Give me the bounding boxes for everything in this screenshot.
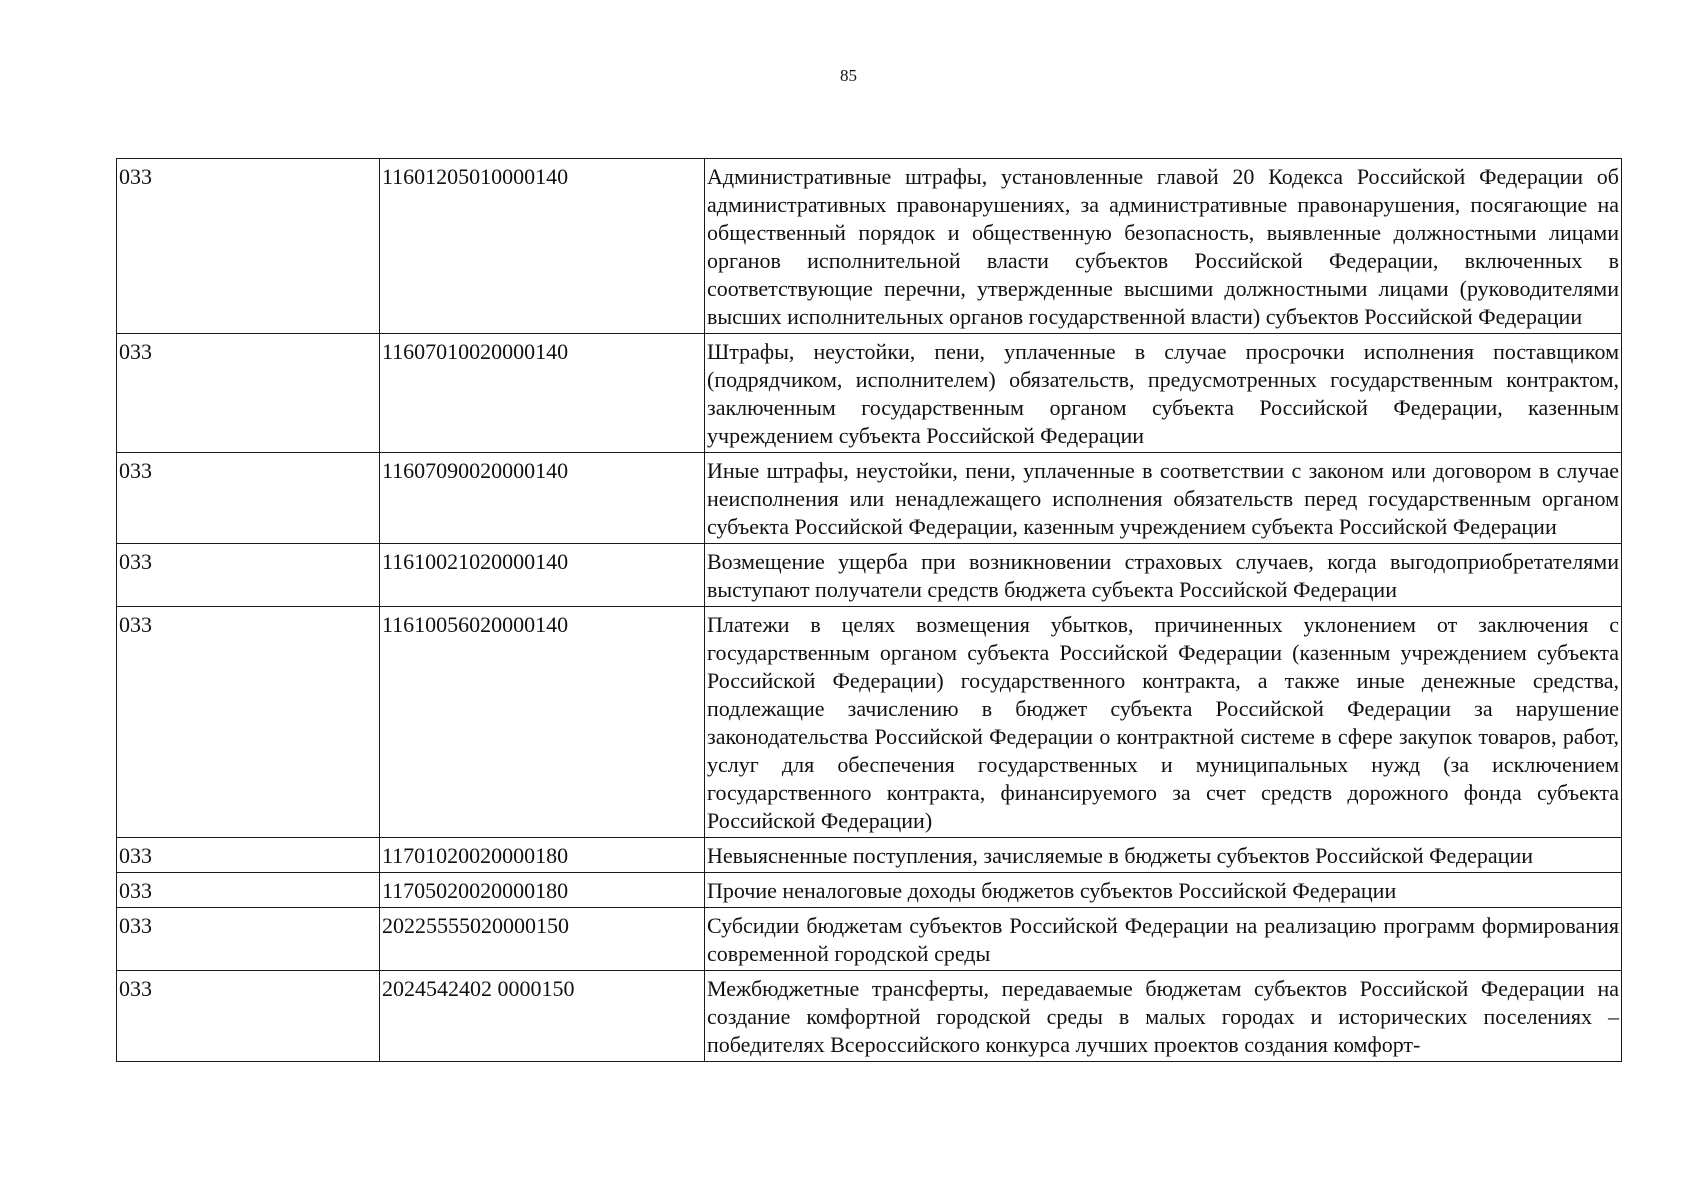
description-cell: Иные штрафы, неустойки, пени, уплаченные в соответствии с законом или договором в случае неисполнения или ненадлежащего исполнения обязательств перед государственным органом субъекта Российской Федерации, казенным учреждением субъекта Российской Федерации <box>705 453 1622 544</box>
table-row <box>117 544 1622 607</box>
admin-code-cell: 033 <box>117 607 380 838</box>
description-cell: Платежи в целях возмещения убытков, причиненных уклонением от заключения с государственным органом субъекта Российской Федерации (казенным учреждением субъекта Российской Федерации) государственного контракта, а также иные денежные средства, подлежащие зачислению в бюджет субъекта Российской Федерации за нарушение законодательства Российской Федерации о контрактной системе в сфере закупок товаров, работ, услуг для обеспечения государственных и муниципальных нужд (за исключением государственного контракта, финансируемого за счет средств дорожного фонда субъекта Российской Федерации) <box>705 607 1622 838</box>
table-row <box>117 607 1622 838</box>
budget-code-cell: 20225555020000150 <box>380 908 705 971</box>
admin-code-cell: 033 <box>117 159 380 334</box>
description-cell: Межбюджетные трансферты, передаваемые бюджетам субъектов Российской Федерации на создание комфортной городской среды в малых городах и исторических поселениях – победителях Всероссийского конкурса лучших проектов создания комфорт- <box>705 971 1622 1062</box>
budget-code-cell: 11610021020000140 <box>380 544 705 607</box>
table-row <box>117 873 1622 908</box>
admin-code-cell: 033 <box>117 873 380 908</box>
admin-code-cell: 033 <box>117 544 380 607</box>
table-row <box>117 908 1622 971</box>
table-row <box>117 971 1622 1062</box>
table-row <box>117 159 1622 334</box>
budget-code-cell: 11607090020000140 <box>380 453 705 544</box>
description-cell: Невыясненные поступления, зачисляемые в бюджеты субъектов Российской Федерации <box>705 838 1622 873</box>
budget-code-cell: 2024542402 0000150 <box>380 971 705 1062</box>
description-cell: Прочие неналоговые доходы бюджетов субъектов Российской Федерации <box>705 873 1622 908</box>
description-cell: Административные штрафы, установленные главой 20 Кодекса Российской Федерации об административных правонарушениях, за административные правонарушения, посягающие на общественный порядок и общественную безопасность, выявленные должностными лицами органов исполнительной власти субъектов Российской Федерации, включенных в соответствующие перечни, утвержденные высшими должностными лицами (руководителями высших исполнительных органов государственной власти) субъектов Российской Федерации <box>705 159 1622 334</box>
description-cell: Субсидии бюджетам субъектов Российской Федерации на реализацию программ формирования современной городской среды <box>705 908 1622 971</box>
description-cell: Возмещение ущерба при возникновении страховых случаев, когда выгодоприобретателями выступают получатели средств бюджета субъекта Российской Федерации <box>705 544 1622 607</box>
table-row <box>117 838 1622 873</box>
budget-code-cell: 11601205010000140 <box>380 159 705 334</box>
revenue-codes-table <box>116 158 1622 1062</box>
admin-code-cell: 033 <box>117 453 380 544</box>
table-row <box>117 334 1622 453</box>
budget-code-cell: 11607010020000140 <box>380 334 705 453</box>
table-row <box>117 453 1622 544</box>
budget-code-cell: 11610056020000140 <box>380 607 705 838</box>
admin-code-cell: 033 <box>117 908 380 971</box>
page-number: 85 <box>840 66 857 85</box>
description-cell: Штрафы, неустойки, пени, уплаченные в случае просрочки исполнения поставщиком (подрядчиком, исполнителем) обязательств, предусмотренных государственным контрактом, заключенным государственным органом субъекта Российской Федерации, казенным учреждением субъекта Российской Федерации <box>705 334 1622 453</box>
admin-code-cell: 033 <box>117 334 380 453</box>
admin-code-cell: 033 <box>117 971 380 1062</box>
budget-code-cell: 11701020020000180 <box>380 838 705 873</box>
admin-code-cell: 033 <box>117 838 380 873</box>
budget-code-cell: 11705020020000180 <box>380 873 705 908</box>
